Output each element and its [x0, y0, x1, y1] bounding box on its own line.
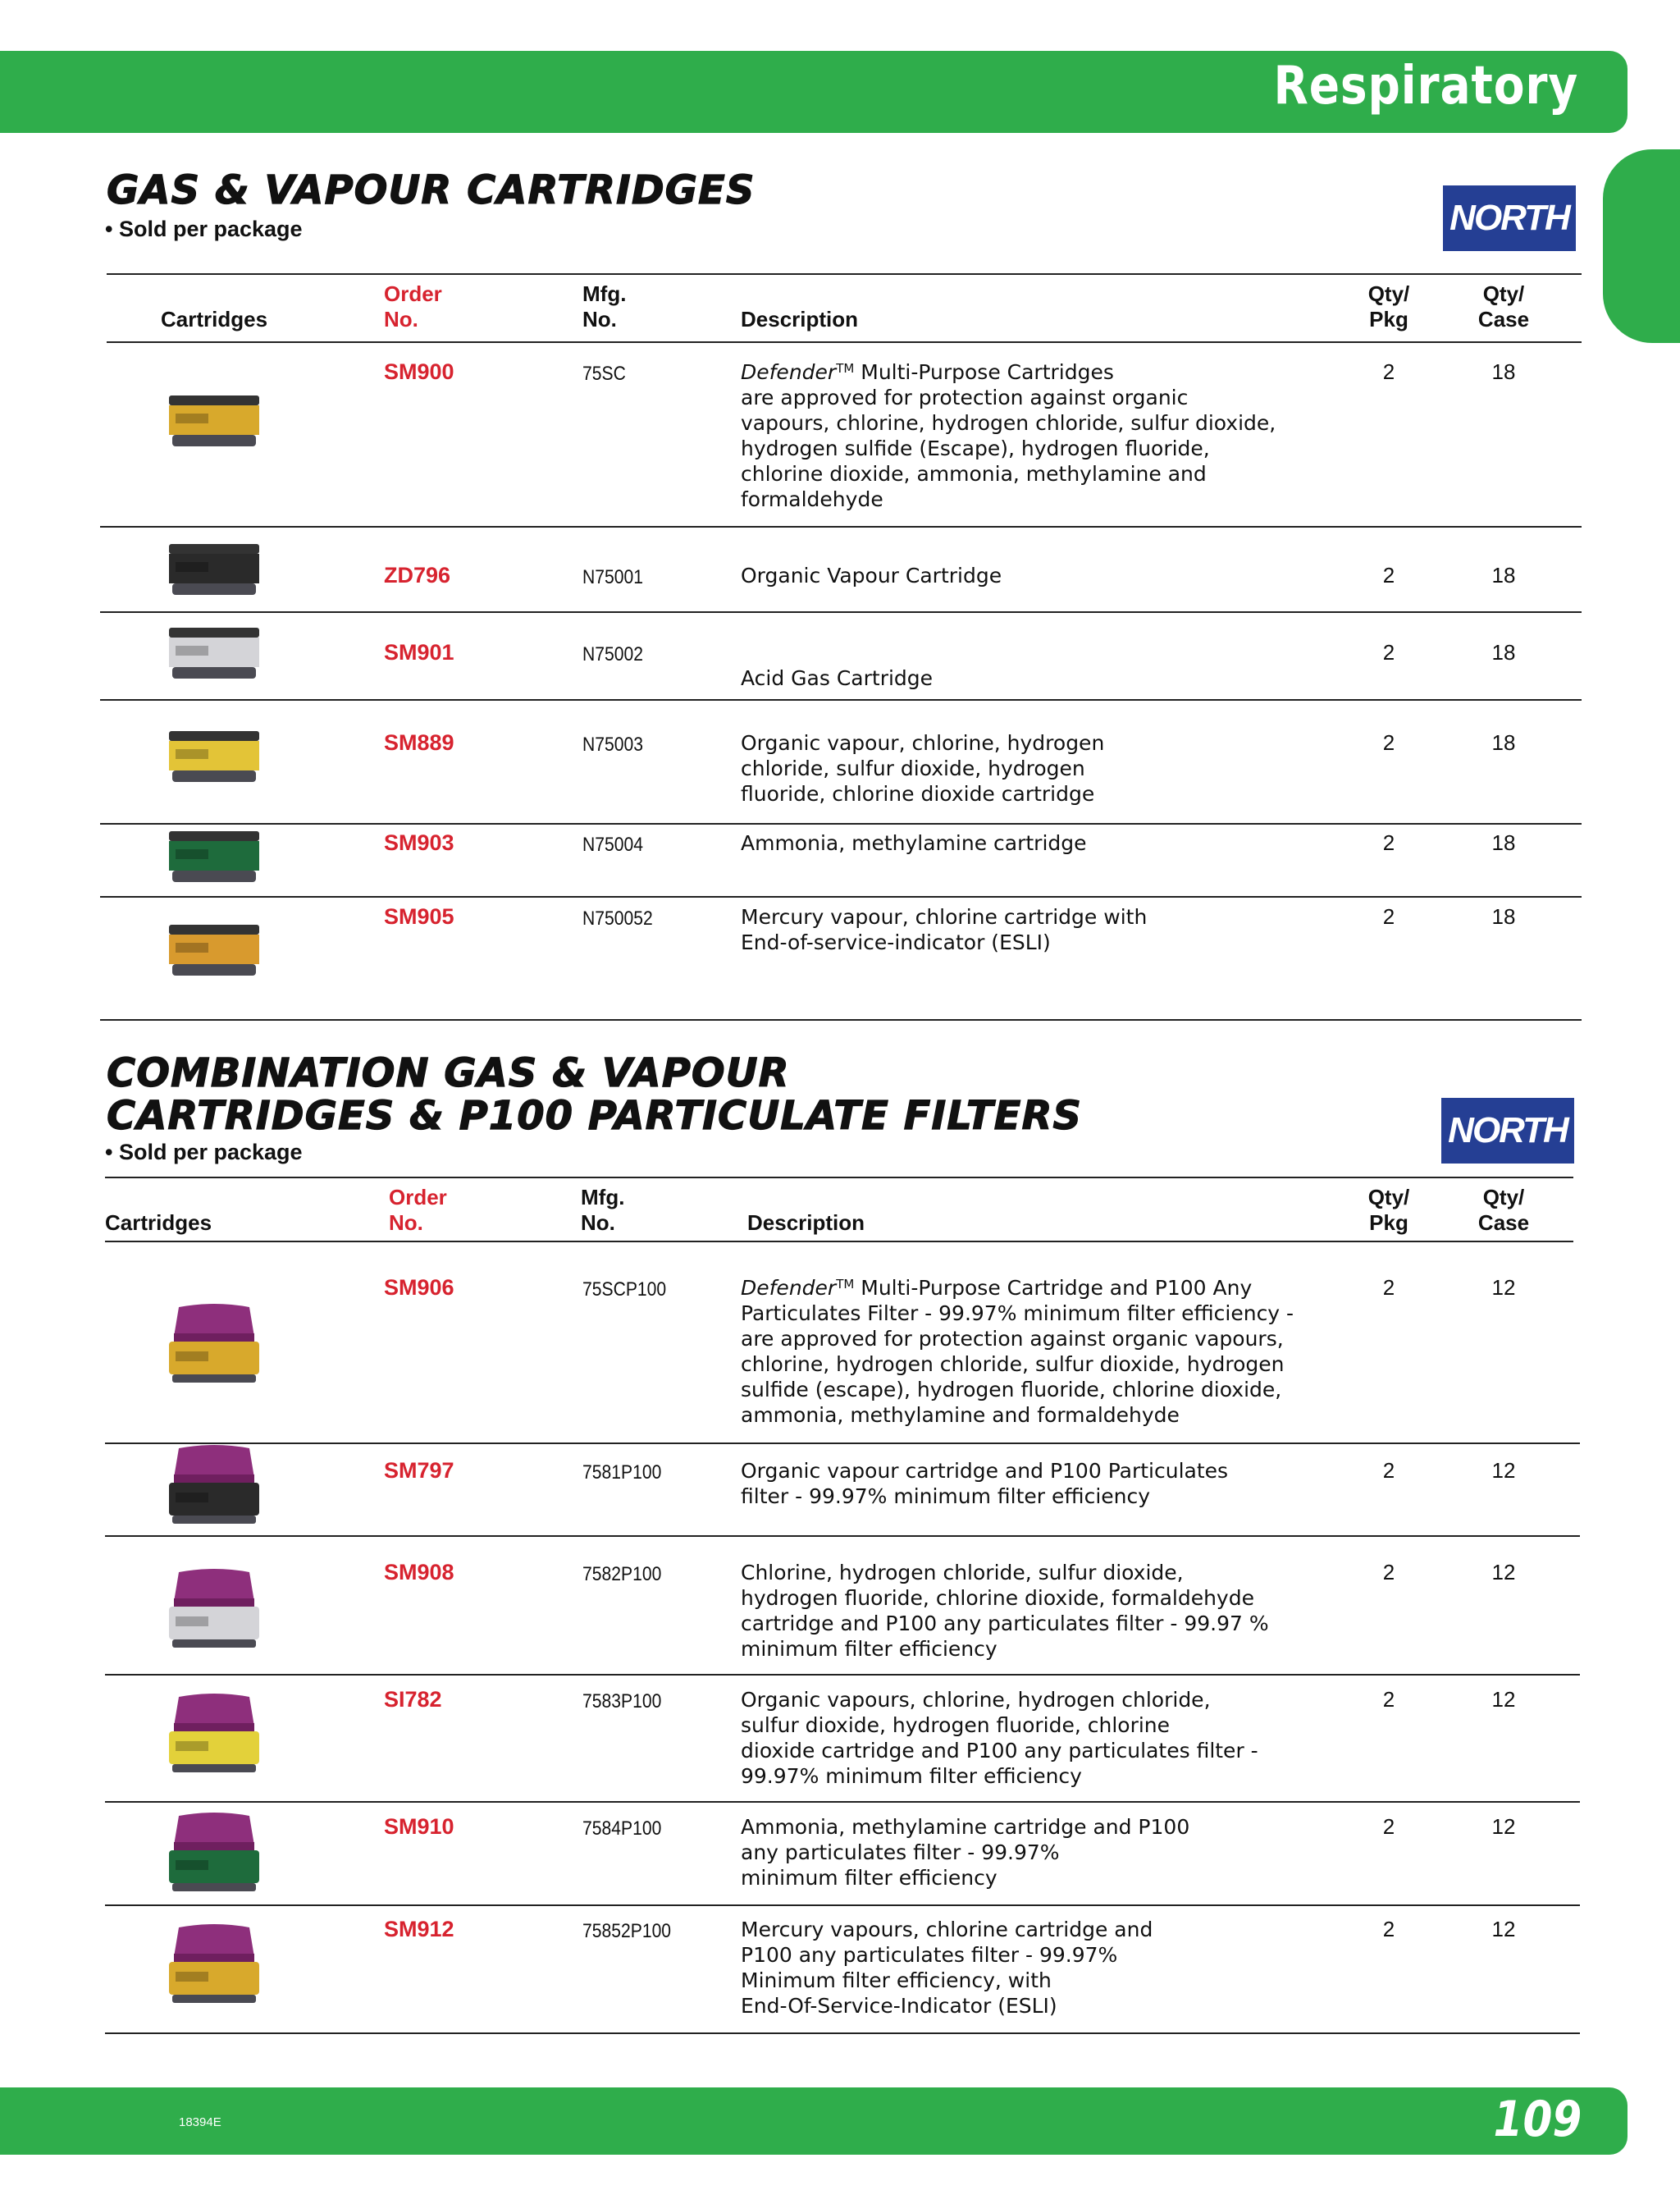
- mfg-number: N75003: [582, 734, 643, 756]
- description-text: Multi-Purpose Cartridges are approved for protection against organic vapours, chlorine, hydrogen chloride, sulfur dioxide, hydrogen sulfide (Escape), hydrogen fluoride, chlorine dioxide, ammonia, methylamine and formaldehyde: [741, 360, 1276, 511]
- col-description: Description: [747, 1210, 865, 1235]
- row-rule: [105, 1442, 1580, 1444]
- description-text: Organic Vapour Cartridge: [741, 564, 1002, 588]
- order-number: SM908: [384, 1560, 454, 1584]
- cartridge-image: [161, 1921, 267, 2015]
- catalog-code: 18394E: [179, 2115, 221, 2129]
- description-brand: Defender: [741, 360, 837, 384]
- description: [741, 730, 1331, 807]
- order-number: SM906: [384, 1275, 454, 1300]
- row-rule: [100, 699, 1582, 701]
- mfg-number: 7581P100: [582, 1461, 662, 1484]
- description-text: Organic vapour cartridge and P100 Particulates filter - 99.97% minimum filter efficiency: [741, 1459, 1229, 1508]
- qty-pkg: 2: [1382, 359, 1395, 384]
- cartridge-icon: [161, 1566, 267, 1656]
- cartridge-image: [161, 830, 267, 891]
- qty-pkg: 2: [1382, 1814, 1395, 1839]
- col-qty-case-bottom: Case: [1477, 307, 1530, 331]
- description-brand: Defender: [741, 1276, 837, 1300]
- cartridge-icon: [161, 1301, 267, 1391]
- col-qty-case-top: Qty/: [1482, 1185, 1525, 1209]
- col-mfg-bottom: No.: [582, 307, 617, 331]
- col-mfg-top: Mfg.: [582, 281, 627, 306]
- description-text: Mercury vapour, chlorine cartridge with End-of-service-indicator (ESLI): [741, 905, 1148, 954]
- description: [741, 1917, 1331, 2019]
- order-number: SM903: [384, 830, 454, 855]
- order-number: SM912: [384, 1917, 454, 1941]
- description: [741, 1275, 1331, 1428]
- category-title: Respiratory: [1273, 56, 1578, 117]
- col-cartridges: Cartridges: [161, 307, 268, 331]
- description-text: Ammonia, methylamine cartridge: [741, 831, 1087, 855]
- mfg-number: N75002: [582, 643, 643, 665]
- description-text: Organic vapours, chlorine, hydrogen chloride, sulfur dioxide, hydrogen fluoride, chlorine dioxide cartridge and P100 any particulates filter - 99.97% minimum filter efficiency: [741, 1688, 1258, 1788]
- qty-pkg: 2: [1382, 1458, 1395, 1483]
- row-rule: [100, 611, 1582, 613]
- section1-note: • Sold per package: [105, 217, 303, 241]
- description-text: Organic vapour, chlorine, hydrogen chloride, sulfur dioxide, hydrogen fluoride, chlorine dioxide cartridge: [741, 731, 1105, 806]
- mfg-number: N75004: [582, 834, 643, 856]
- description-text: Multi-Purpose Cartridge and P100 Any Particulates Filter - 99.97% minimum filter efficiency - are approved for protection against organic vapours, chlorine, hydrogen chloride, sulfur dioxide, hydrogen sulfide (escape), hydrogen fluoride, chlorine dioxide, ammonia, methylamine and formaldehyde: [741, 1276, 1294, 1427]
- qty-pkg: 2: [1382, 904, 1395, 929]
- mfg-number: 7582P100: [582, 1563, 662, 1585]
- mfg-number: N750052: [582, 908, 653, 930]
- qty-case: 12: [1491, 1275, 1516, 1300]
- table1-header-rule: [107, 341, 1582, 343]
- qty-case: 18: [1491, 830, 1516, 855]
- row-rule: [105, 1535, 1580, 1537]
- cartridge-image: [161, 1442, 267, 1536]
- row-rule: [105, 1904, 1580, 1906]
- qty-pkg: 2: [1382, 563, 1395, 588]
- col-qty-case-top: Qty/: [1482, 281, 1525, 306]
- qty-case: 18: [1491, 640, 1516, 665]
- cartridge-icon: [161, 1690, 267, 1781]
- order-number: SM900: [384, 359, 454, 384]
- qty-pkg: 2: [1382, 830, 1395, 855]
- description-text: Chlorine, hydrogen chloride, sulfur dioxide, hydrogen fluoride, chlorine dioxide, formaldehyde cartridge and P100 any particulates filter - 99.97 % minimum filter efficiency: [741, 1561, 1269, 1661]
- order-number: SM797: [384, 1458, 454, 1483]
- north-logo: NORTH: [1443, 185, 1576, 251]
- mfg-number: 75SC: [582, 363, 626, 385]
- col-order-top: Order: [384, 281, 442, 306]
- north-logo: NORTH: [1441, 1098, 1574, 1164]
- table1-top-rule: [107, 273, 1582, 275]
- mfg-number: 7584P100: [582, 1817, 662, 1840]
- qty-case: 18: [1491, 359, 1516, 384]
- cartridge-icon: [161, 542, 267, 600]
- row-rule: [105, 2032, 1580, 2034]
- qty-case: 12: [1491, 1458, 1516, 1483]
- section2-note: • Sold per package: [105, 1140, 303, 1164]
- description: [741, 1814, 1331, 1891]
- qty-pkg: 2: [1382, 1917, 1395, 1941]
- table2-top-rule: [105, 1177, 1573, 1178]
- cartridge-image: [161, 626, 267, 688]
- description: [741, 359, 1331, 512]
- col-qty-pkg-top: Qty/: [1367, 281, 1410, 306]
- description-text: Mercury vapours, chlorine cartridge and P100 any particulates filter - 99.97% Minimum filter efficiency, with End-Of-Service-Indicator (ESLI): [741, 1918, 1153, 2018]
- cartridge-icon: [161, 830, 267, 887]
- row-rule: [100, 896, 1582, 898]
- description: [741, 665, 1331, 691]
- description: [741, 1458, 1331, 1509]
- page-number: 109: [1493, 2091, 1582, 2148]
- qty-case: 18: [1491, 730, 1516, 755]
- side-tab: [1603, 149, 1680, 343]
- cartridge-icon: [161, 1921, 267, 2011]
- col-qty-pkg-top: Qty/: [1367, 1185, 1410, 1209]
- cartridge-icon: [161, 1442, 267, 1532]
- cartridge-image: [161, 1690, 267, 1785]
- header-band: [0, 51, 1628, 133]
- description-text: Ammonia, methylamine cartridge and P100 any particulates filter - 99.97% minimum filter efficiency: [741, 1815, 1190, 1890]
- col-description: Description: [741, 307, 859, 331]
- section1-title: GAS & VAPOUR CARTRIDGES: [107, 167, 756, 213]
- row-rule: [100, 823, 1582, 825]
- cartridge-icon: [161, 626, 267, 684]
- row-rule: [100, 526, 1582, 528]
- cartridge-icon: [161, 729, 267, 787]
- col-qty-case-bottom: Case: [1477, 1210, 1530, 1235]
- qty-pkg: 2: [1382, 640, 1395, 665]
- description: [741, 904, 1331, 955]
- order-number: SM910: [384, 1814, 454, 1839]
- mfg-number: N75001: [582, 566, 643, 588]
- cartridge-image: [161, 542, 267, 604]
- cartridge-icon: [161, 1809, 267, 1900]
- description: [741, 1560, 1331, 1662]
- col-cartridges: Cartridges: [105, 1210, 212, 1235]
- section2-title-line2: CARTRIDGES & P100 PARTICULATE FILTERS: [107, 1093, 1082, 1139]
- qty-case: 12: [1491, 1814, 1516, 1839]
- order-number: SM901: [384, 640, 454, 665]
- description: [741, 1687, 1331, 1789]
- qty-pkg: 2: [1382, 1687, 1395, 1712]
- qty-case: 18: [1491, 563, 1516, 588]
- cartridge-image: [161, 394, 267, 455]
- qty-pkg: 2: [1382, 1560, 1395, 1584]
- cartridge-image: [161, 923, 267, 985]
- col-qty-pkg-bottom: Pkg: [1369, 307, 1408, 331]
- trademark-sup: TM: [836, 361, 855, 376]
- row-rule: [105, 1674, 1580, 1676]
- col-order-bottom: No.: [384, 307, 418, 331]
- mfg-number: 75852P100: [582, 1920, 672, 1942]
- col-qty-pkg-bottom: Pkg: [1369, 1210, 1408, 1235]
- description: [741, 563, 1331, 588]
- section2-title-line1: COMBINATION GAS & VAPOUR: [107, 1050, 790, 1096]
- cartridge-image: [161, 1809, 267, 1904]
- cartridge-image: [161, 1566, 267, 1660]
- qty-case: 12: [1491, 1687, 1516, 1712]
- qty-case: 12: [1491, 1917, 1516, 1941]
- cartridge-image: [161, 1301, 267, 1395]
- col-order-bottom: No.: [389, 1210, 423, 1235]
- row-rule: [100, 1019, 1582, 1021]
- cartridge-image: [161, 729, 267, 791]
- description: [741, 830, 1331, 856]
- col-mfg-top: Mfg.: [581, 1185, 625, 1209]
- table2-header-rule: [105, 1241, 1573, 1242]
- mfg-number: 7583P100: [582, 1690, 662, 1712]
- order-number: SM889: [384, 730, 454, 755]
- description-text: Acid Gas Cartridge: [741, 666, 934, 690]
- cartridge-icon: [161, 923, 267, 981]
- order-number: ZD796: [384, 563, 451, 588]
- order-number: SI782: [384, 1687, 442, 1712]
- mfg-number: 75SCP100: [582, 1278, 667, 1301]
- order-number: SM905: [384, 904, 454, 929]
- qty-case: 18: [1491, 904, 1516, 929]
- row-rule: [105, 1801, 1580, 1803]
- cartridge-icon: [161, 394, 267, 451]
- trademark-sup: TM: [836, 1277, 855, 1292]
- col-order-top: Order: [389, 1185, 447, 1209]
- qty-case: 12: [1491, 1560, 1516, 1584]
- col-mfg-bottom: No.: [581, 1210, 615, 1235]
- qty-pkg: 2: [1382, 730, 1395, 755]
- footer-band: [0, 2087, 1628, 2155]
- qty-pkg: 2: [1382, 1275, 1395, 1300]
